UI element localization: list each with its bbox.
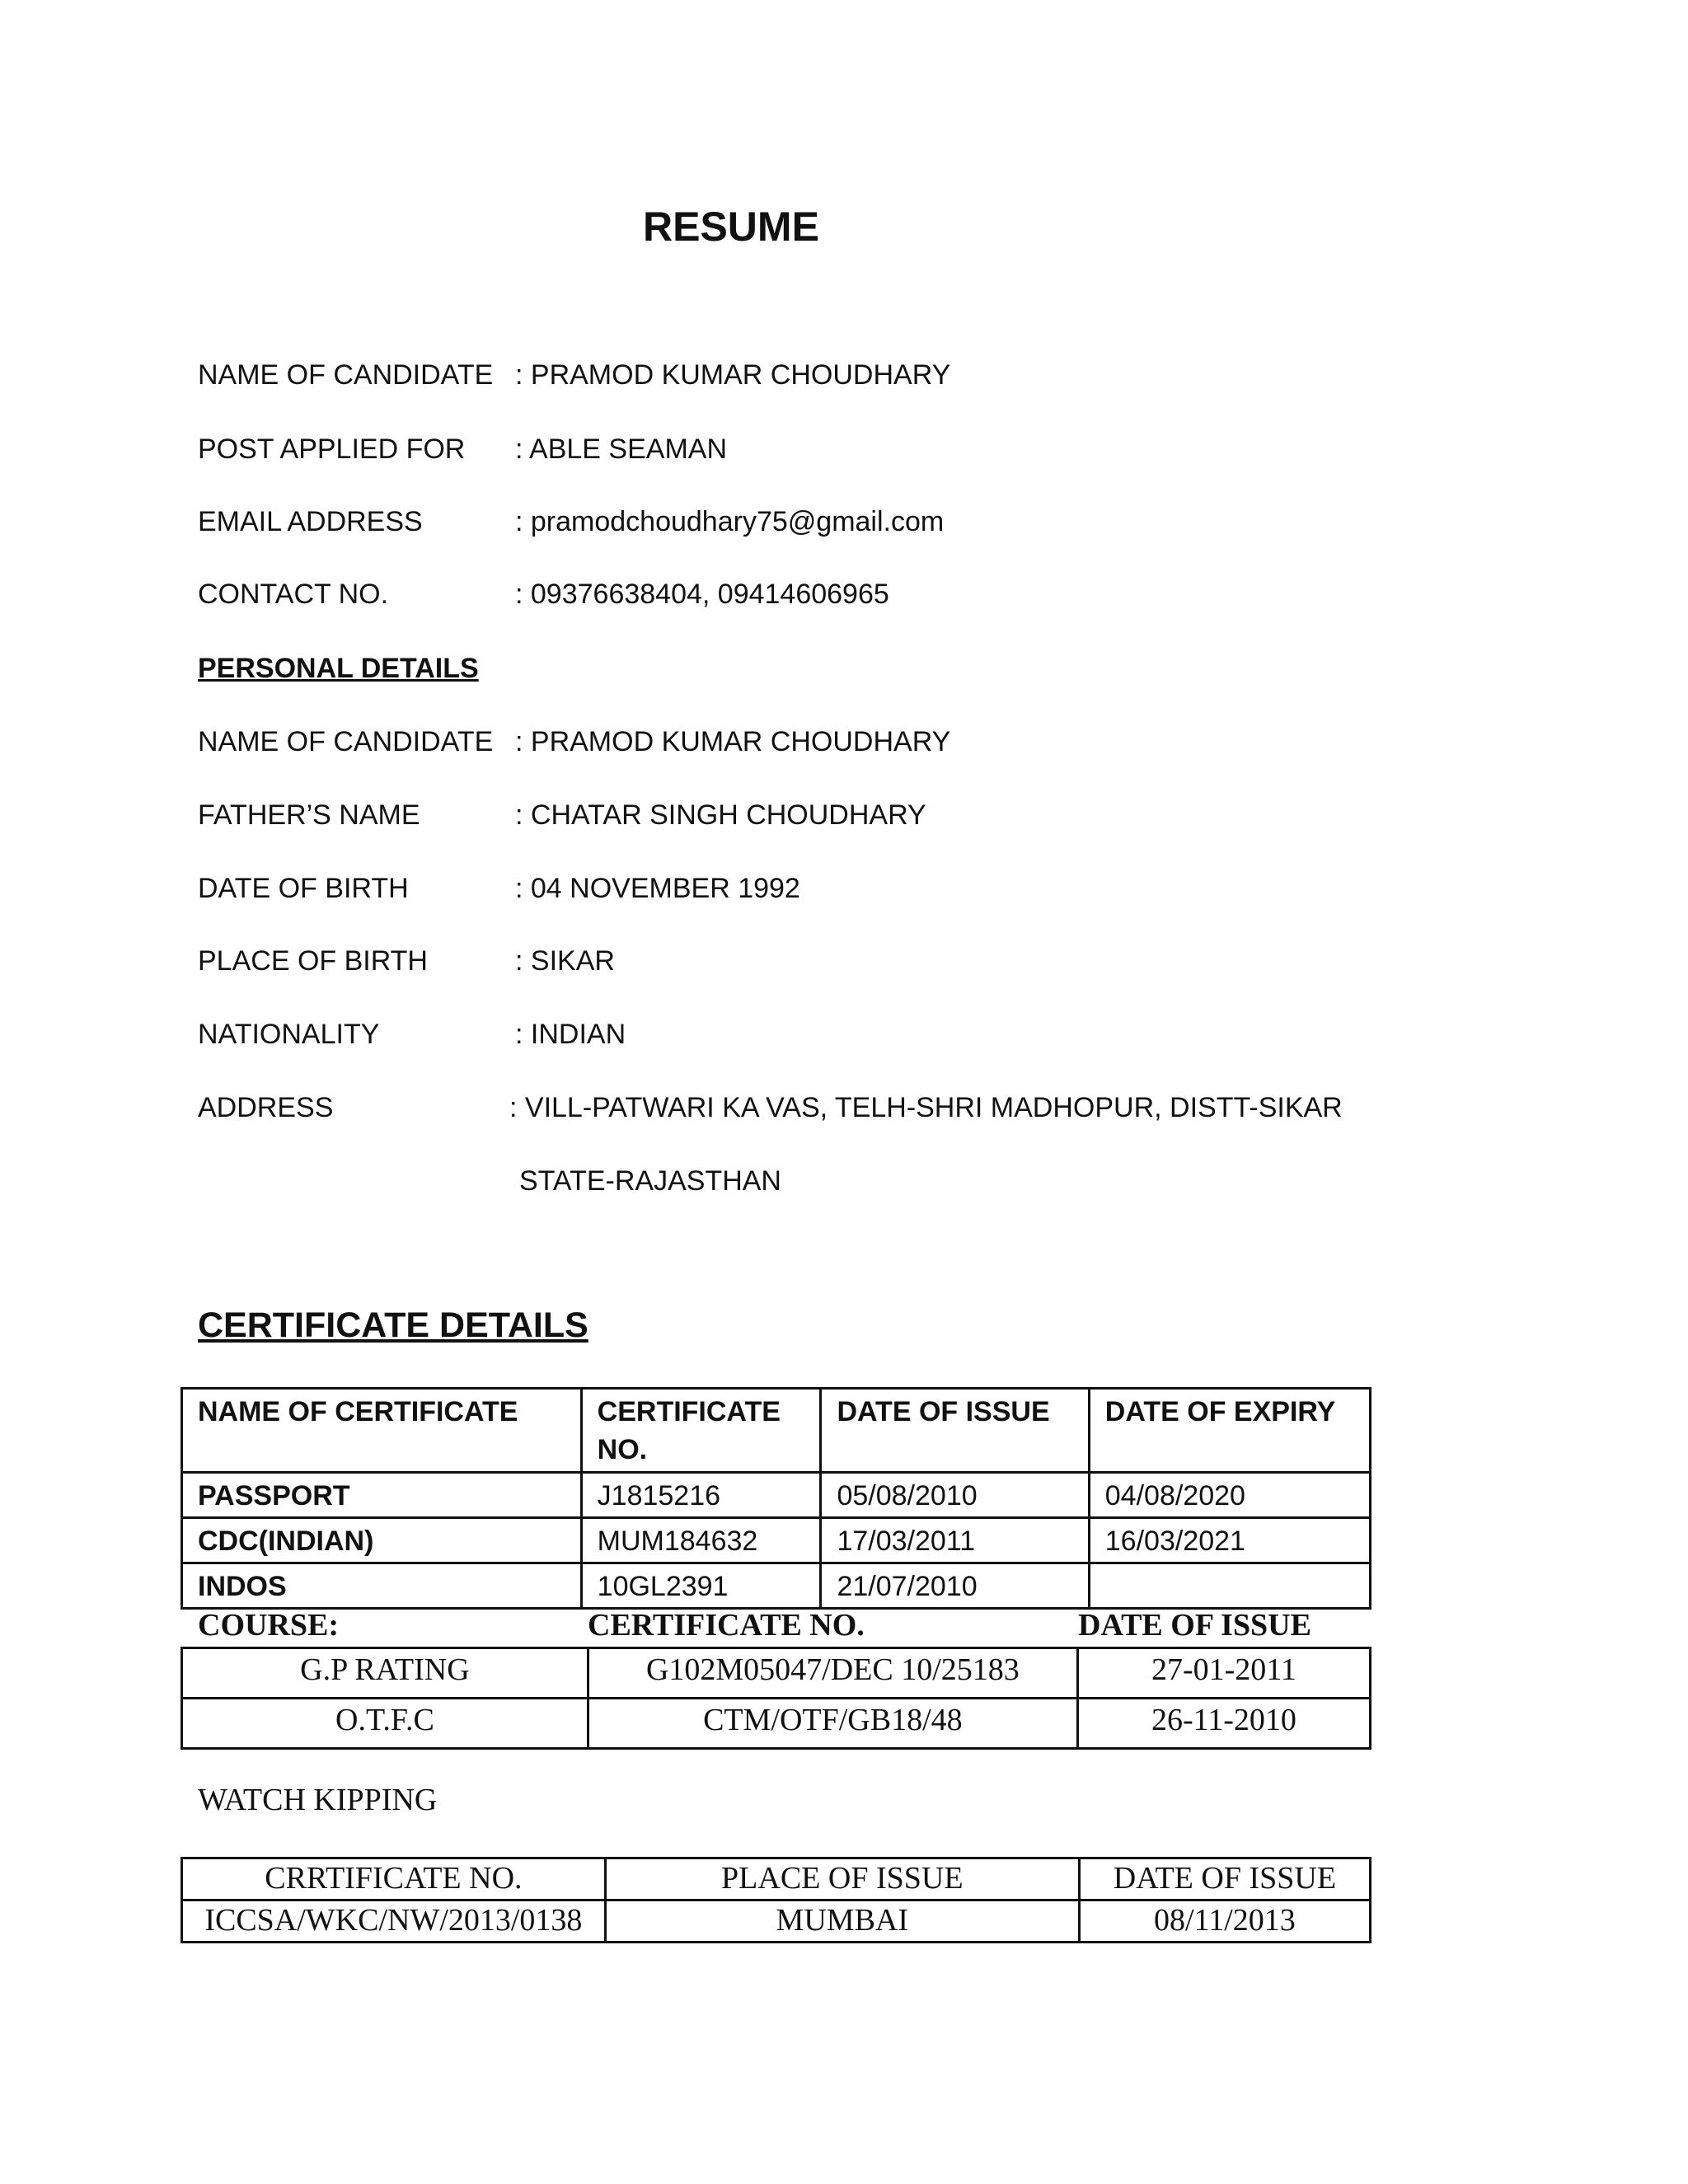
table-cell: 08/11/2013 xyxy=(1079,1900,1370,1943)
table-cell: INDOS xyxy=(182,1563,582,1609)
header-cell: CRRTIFICATE NO. xyxy=(182,1858,606,1900)
course-table xyxy=(181,1647,1372,1750)
post-applied-value: : ABLE SEAMAN xyxy=(515,434,727,465)
table-cell: ICCSA/WKC/NW/2013/0138 xyxy=(182,1900,606,1943)
nationality-value: : INDIAN xyxy=(515,1019,626,1050)
father-name-label: FATHER’S NAME xyxy=(198,799,420,831)
table-row xyxy=(182,1563,1371,1609)
table-cell: CTM/OTF/GB18/48 xyxy=(588,1699,1077,1749)
header-cell: NAME OF CERTIFICATE xyxy=(182,1389,582,1473)
table-cell: 10GL2391 xyxy=(581,1563,821,1609)
table-cell: G.P RATING xyxy=(182,1648,588,1699)
table-header-row xyxy=(182,1858,1371,1900)
dob-value: : 04 NOVEMBER 1992 xyxy=(515,873,800,904)
table-row xyxy=(182,1699,1371,1749)
table-cell: 26-11-2010 xyxy=(1077,1699,1370,1749)
pd-name-label: NAME OF CANDIDATE xyxy=(198,726,494,757)
nationality-label: NATIONALITY xyxy=(198,1019,380,1050)
course-header: COURSE: xyxy=(198,1608,340,1643)
table-cell: 17/03/2011 xyxy=(821,1518,1089,1563)
candidate-name-value: : PRAMOD KUMAR CHOUDHARY xyxy=(515,359,951,391)
table-cell: O.T.F.C xyxy=(182,1699,588,1749)
watch-keeping-heading: WATCH KIPPING xyxy=(198,1783,438,1817)
certificate-details-heading: CERTIFICATE DETAILS xyxy=(198,1305,588,1345)
resume-title: RESUME xyxy=(643,204,819,250)
table-cell: PASSPORT xyxy=(182,1473,582,1518)
address-value: : VILL-PATWARI KA VAS, TELH-SHRI MADHOPUR, DISTT-SIKAR xyxy=(509,1092,1343,1123)
table-cell: J1815216 xyxy=(581,1473,821,1518)
candidate-name-label: NAME OF CANDIDATE xyxy=(198,359,494,391)
table-header-row xyxy=(182,1389,1371,1473)
table-cell: CDC(INDIAN) xyxy=(182,1518,582,1563)
address-value-line2: STATE-RAJASTHAN xyxy=(519,1165,781,1197)
table-cell: 05/08/2010 xyxy=(821,1473,1089,1518)
table-cell xyxy=(1089,1563,1370,1609)
table-row xyxy=(182,1473,1371,1518)
pob-value: : SIKAR xyxy=(515,945,615,977)
table-cell: MUM184632 xyxy=(581,1518,821,1563)
table-cell: MUMBAI xyxy=(605,1900,1079,1943)
pob-label: PLACE OF BIRTH xyxy=(198,945,428,977)
address-label: ADDRESS xyxy=(198,1092,334,1123)
course-cert-no-header: CERTIFICATE NO. xyxy=(588,1608,865,1643)
father-name-value: : CHATAR SINGH CHOUDHARY xyxy=(515,799,926,831)
pd-name-value: : PRAMOD KUMAR CHOUDHARY xyxy=(515,726,951,757)
personal-details-heading: PERSONAL DETAILS xyxy=(198,653,479,684)
table-cell: 27-01-2011 xyxy=(1077,1648,1370,1699)
course-date-header: DATE OF ISSUE xyxy=(1078,1608,1311,1643)
header-cell: DATE OF ISSUE xyxy=(1079,1858,1370,1900)
email-label: EMAIL ADDRESS xyxy=(198,506,423,537)
contact-label: CONTACT NO. xyxy=(198,579,389,610)
certificate-table xyxy=(181,1387,1372,1610)
dob-label: DATE OF BIRTH xyxy=(198,873,409,904)
table-cell: G102M05047/DEC 10/25183 xyxy=(588,1648,1077,1699)
table-cell: 04/08/2020 xyxy=(1089,1473,1370,1518)
table-cell: 21/07/2010 xyxy=(821,1563,1089,1609)
header-cell: PLACE OF ISSUE xyxy=(605,1858,1079,1900)
table-row xyxy=(182,1900,1371,1943)
contact-value: : 09376638404, 09414606965 xyxy=(515,579,889,610)
header-cell: CERTIFICATE NO. xyxy=(581,1389,821,1473)
table-cell: 16/03/2021 xyxy=(1089,1518,1370,1563)
post-applied-label: POST APPLIED FOR xyxy=(198,434,466,465)
header-cell: DATE OF EXPIRY xyxy=(1089,1389,1370,1473)
table-row xyxy=(182,1518,1371,1563)
table-row xyxy=(182,1648,1371,1699)
header-cell: DATE OF ISSUE xyxy=(821,1389,1089,1473)
watch-keeping-table xyxy=(181,1857,1372,1943)
email-value: : pramodchoudhary75@gmail.com xyxy=(515,506,945,537)
